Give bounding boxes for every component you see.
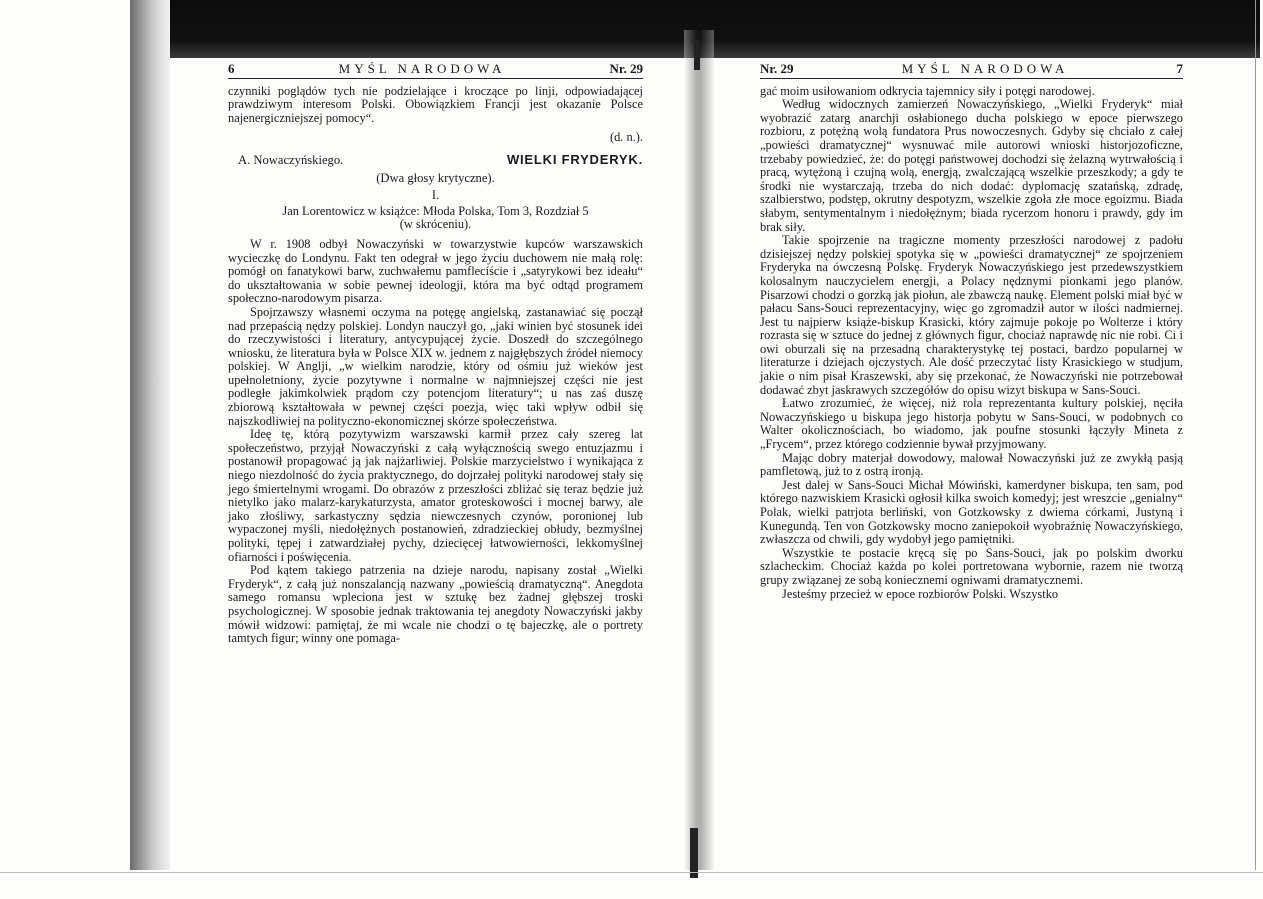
left-paragraph-2: Spojrzawszy własnemi oczyma na potęgę angielską, zastanawiać się począł nad przepaścią nędzy polskiej. Londyn nauczył go, „jaki winien być stosunek idei do rzeczywistości i literatury, antycypującej życie. Doszedł do szczególnego wniosku, że literatura była w Polsce XIX w. jednem z najgłębszych źródeł niemocy polskiej. W Anglji, „w wielkim narodzie, który od ośmiu już wieków jest upełnoletniony, życie pozytywne i normalne w najmniejszej części nie jest podległe jakimkolwiek prądom czy potencjom literatury“; u nas zaś duszę zbiorową kształtowała w pewnej części poezja, więc taki wpływ odbił się najszkodliwiej na polityczno-ekonomicznej skórze społeczeństwa. xyxy=(228,304,643,428)
article-author: A. Nowaczyńskiego. xyxy=(238,152,344,167)
intro-text xyxy=(228,85,643,126)
article-header xyxy=(228,153,643,168)
left-running-title: MYŚL NARODOWA xyxy=(338,61,506,76)
intro-line-3: Francji jest okazanie Polsce najenergiczniejszej pomocy“. xyxy=(228,97,643,125)
left-issue-number: Nr. 29 xyxy=(609,61,643,76)
source-line-2: (w skróceniu). xyxy=(399,217,472,232)
book-gutter xyxy=(684,30,714,870)
right-issue-number: Nr. 29 xyxy=(760,61,794,76)
right-paragraph-7: Wszystkie te postacie kręcą się po Sans-Souci, jak po polskim dworku szlacheckim. Chociaż każda po kolei portretowana wybornie, razem nie tworzą grupy związanej ze sobą koniecznemi ogniwami dramatycznemi. xyxy=(760,545,1183,587)
right-running-head xyxy=(760,62,1183,79)
right-page xyxy=(760,62,1183,601)
left-page xyxy=(228,62,643,646)
right-paragraph-4: Łatwo zrozumieć, że więcej, niż rola reprezentanta kultury polskiej, nęciła Nowaczyńskiego u biskupa jego historja pobytu w Sans-Souci, w podobnych co Walter okolicznościach, bo wiadomo, jak poufne stosunki łączyły Mineta z „Frycem“, przez którego codziennie bywał przyjmowany. xyxy=(760,396,1183,452)
left-paragraph-3: Ideę tę, którą pozytywizm warszawski karmił przez cały szereg lat społeczeństwo, przyjął Nowaczyński z całą wyłącznością swego entuzjazmu i postanowił propagować ją jak najżarliwiej. Polskie marzycielstwo i wynikająca z niego niezdolność do życia praktycznego, do dojrzałej polityki narodowej stały się jego śmiertelnymi wrogami. Do obrazów z przeszłości zbliżać się teraz będzie już nietylko jako malarz-karykaturzysta, amator groteskowości i mocnej barwy, ale jako złośliwy, sarkastyczny sędzia niewczesnych czynów, poronionej lub wypaczonej myśli, niedołężnych postanowień, zdradzieckiej obłudy, bezmyślnej polityki, tępej i zatwardziałej pychy, dziecięcej łatwowierności, lekkomyślnej ofiarności i poświęcenia. xyxy=(228,427,643,564)
scan-bottom-line xyxy=(0,872,1263,873)
source-line xyxy=(228,205,643,232)
left-paragraph-1: W r. 1908 odbył Nowaczyński w towarzystwie kupców warszawskich wycieczkę do Londynu. Fakt ten odegrał w jego życiu duchowem nie małą rolę: pomógł on fanatykowi barw, zuchwałemu pamflecíście i „satyrykowi bez ideału“ do ukształtowania w sobie pewnej ideologji, która ma być odtąd programem społeczno-narodowym pisarza. xyxy=(228,236,643,306)
intro-line-2: odpowiadającej prawdziwym interesom Polski. Obowiązkiem xyxy=(228,83,643,112)
intro-signature: (d. n.). xyxy=(609,130,643,145)
right-running-title: MYŚL NARODOWA xyxy=(901,61,1069,76)
right-paragraph-1: gać moim usiłowaniom odkrycia tajemnicy siły i potęgi narodowej. xyxy=(760,83,1095,98)
right-paragraph-8: Jesteśmy przecież w epoce rozbiorów Polski. Wszystko xyxy=(782,586,1059,601)
right-paragraph-2: Według widocznych zamierzeń Nowaczyńskiego, „Wielki Fryderyk“ miał wyobrazić zatarg anarchji osłabionego ducha polskiego w epoce pierwszego rozbioru, z potężną wolą fundatora Prus nowoczesnych. Gdyby się chciało z całej „powieści dramatycznej“ wysnuwać mile autorowi wnioski historjozoficzne, trzebaby powiedzieć, że: do potęgi państwowej dochodzi się żelazną wytrwałością i pracą, wytężoną i czujną wolą, energją, zwalczającą wszelkie przeszkody; a gdy te środki nie wystarczają, trzeba do nich dodać: dyplomację szatańską, zdradę, szalbierstwo, podstęp, okrutny despotyzm, wszelkie zgoła złe moce egoizmu. Biada słabym, sentymentalnym i niedołężnym; biada rycerzom honoru i prawdy, gdy im brak siły. xyxy=(760,97,1183,234)
left-paragraph-4: Pod kątem takiego patrzenia na dzieje narodu, napisany został „Wielki Fryderyk“, z całą już nonszalancją nazwany „powieścią dramatyczną“. Anegdota samego romansu wpleciona jest w sztukę bez żadnej głębszej troski psychologicznej. W sposobie jednak traktowania tej anegdoty Nowaczyński jakby mówił widzowi: pamiętaj, że mi wcale nie chodzi o tę bajeczkę, ale o portrety tamtych figur; winny one pomaga- xyxy=(228,563,643,646)
source-line-1: Jan Lorentowicz w książce: Młoda Polska, Tom 3, Rozdział 5 xyxy=(282,203,589,218)
scan-left-edge xyxy=(130,0,170,870)
gutter-mark-top xyxy=(694,40,700,70)
left-page-number: 6 xyxy=(228,61,235,76)
article-title: WIELKI FRYDERYK. xyxy=(506,151,643,167)
section-number: I. xyxy=(431,188,440,203)
intro-line-1: czynniki poglądów tych nie podzielające i kroczące po linji, xyxy=(228,83,559,98)
right-page-number: 7 xyxy=(1176,61,1183,76)
right-paragraph-5: Mając dobry materjał dowodowy, malował Nowaczyński już ze zwykłą pasją pamfletową, już to z ostrą ironją. xyxy=(760,450,1183,479)
article-subtitle: (Dwa głosy krytyczne). xyxy=(376,170,495,185)
right-paragraph-3: Takie spojrzenie na tragiczne momenty przeszłości narodowej z padołu dzisiejszej nędzy polskiej spotyka się w „powieści dramatycznej“ ze spojrzeniem Fryderyka na ówczesną Polskę. Fryderyk Nowaczyńskiego jest przedewszystkiem kolosalnym nauczycielem energji, a Polacy nędznymi pionkami jego planów. Pisarzowi chodzi o gorzką jak piołun, ale zbawczą naukę. Element polski miał być w pałacu Sans-Souci reprezentacyjny, więc go zgromadził autor w ilości nadmiernej. Jest tu najpierw książe-biskup Krasicki, który zajmuje pokoje po Wolterze i który rozrasta się w sztuce do jednej z głównych figur, chociaż naprawdę nic nie robi. Ci i owi oburzali się na przesadną charakterystykę tej postaci, bardzo popularnej w literaturze i dziejach ojczystych. Ale dość przeczytać listy Krasickiego w studjum, jakie o nim pisał Kraszewski, aby się przekonać, że Nowaczyński nie potrzebował dodawać zbyt jaskrawych szczegółów do opisu wizyt biskupa w Sans-Souci. xyxy=(760,233,1183,397)
gutter-mark-bottom xyxy=(690,828,698,878)
right-paragraph-6: Jest dalej w Sans-Souci Michał Mówiński, kamerdyner biskupa, ten sam, pod którego nazwiskiem Krasicki ogłosił kilka swoich komedyj; jest wreszcie „genialny“ Polak, wielki patrjota berliński, von Gotzkowsky z dwiema córkami, Justyną i Kunegundą. Ten von Gotzkowsky mocno zaniepokoił wyobraźnię Nowaczyńskiego, zwłaszcza od chwili, gdy wydobył jego pamiętniki. xyxy=(760,477,1183,547)
left-running-head xyxy=(228,62,643,79)
scan-right-border xyxy=(1255,0,1256,870)
